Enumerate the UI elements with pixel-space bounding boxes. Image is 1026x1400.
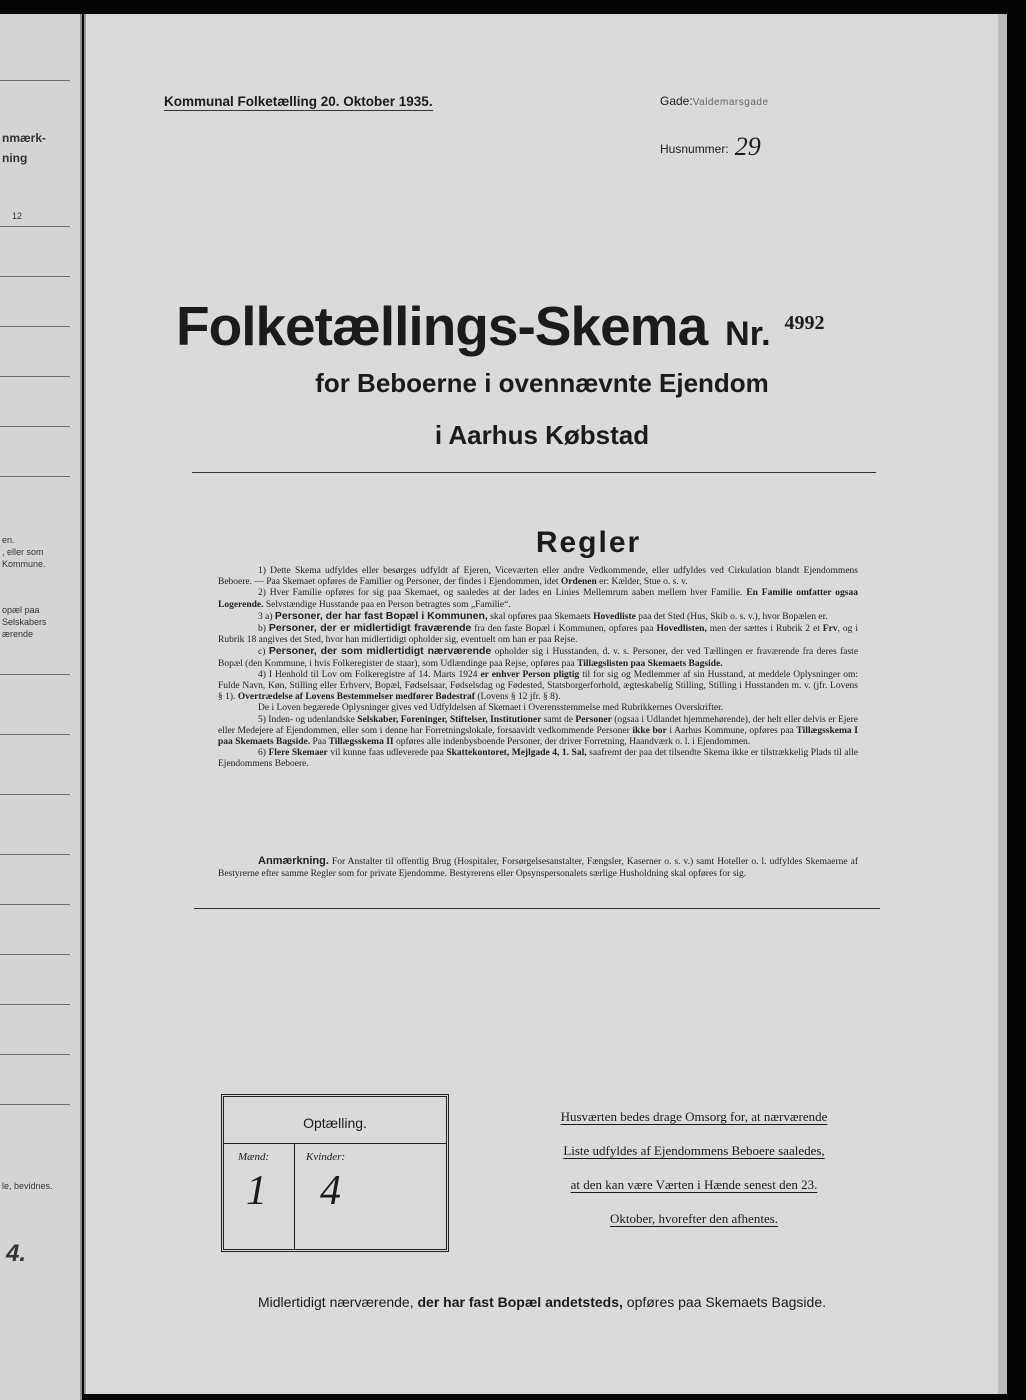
form-number-value: 4992 — [784, 312, 825, 334]
rule-3a: 3 a) Personer, der har fast Bopæl i Kommunen, skal opføres paa Skemaets Hovedliste paa det Sted (Hus, Skib o. s. v.), hvor Bopælen er. — [258, 609, 828, 622]
form-number-label: Nr. — [725, 315, 771, 353]
left-page-note: , eller som — [2, 547, 44, 557]
count-box — [221, 1094, 449, 1252]
form-location: i Aarhus Købstad — [434, 420, 650, 450]
annotation-paragraph — [218, 856, 858, 880]
street-value: Valdemarsgade — [692, 97, 769, 108]
divider — [192, 472, 876, 473]
left-page-rule — [0, 426, 70, 427]
left-page-rule — [0, 954, 70, 955]
house-number-value: 29 — [734, 132, 761, 161]
left-page-note: le, bevidnes. — [2, 1181, 53, 1191]
left-page-note: Kommune. — [2, 559, 46, 569]
women-label: Kvinder: — [306, 1151, 346, 1163]
count-box-rule — [224, 1143, 446, 1144]
landlord-notice — [524, 1100, 864, 1236]
women-count: 4 — [320, 1168, 341, 1214]
count-box-title: Optælling. — [303, 1115, 367, 1131]
annotation-label: Anmærkning. — [258, 855, 329, 867]
rule-4-continued: De i Loven begærede Oplysninger gives ved Udfyldelsen af Skemaet i Overensstemmelse med Rubrikkernes Overskrifter. — [258, 703, 724, 714]
rule-5: 5) Inden- og udenlandske Selskaber, Foreninger, Stiftelser, Institutioner samt de Personer (ogsaa i Udlandet hjemmehørende), der helt eller delvis er Ejere eller Medejere af Ejendommen, eller som i denne har Forretningslokale, forsaavidt vedkommende Personer ikke bor i Aarhus Kommune, opføres paa Tillægsskema I paa Skemaets Bagside. Paa Tillægsskema II opføres alle indenbysboende Personer, der driver Forretning, Haandværk o. l. i Ejendommen. — [218, 714, 859, 748]
house-number-label: Husnummer: — [660, 142, 729, 156]
notice-line: Oktober, hvorefter den afhentes. — [609, 1211, 779, 1226]
form-title-main: Folketællings-Skema — [176, 295, 708, 357]
left-page-note: ærende — [2, 629, 34, 639]
left-page-rule — [0, 80, 70, 81]
left-page-rule — [0, 854, 70, 855]
rules-heading: Regler — [535, 526, 642, 559]
footer-part: opføres paa Skemaets Bagside. — [626, 1294, 827, 1310]
footer-part: Midlertidigt nærværende, — [257, 1294, 414, 1310]
annotation-text: For Anstalter til offentlig Brug (Hospitaler, Forsørgelsesanstalter, Fængsler, Kaserner o. s. v.) samt Hoteller o. l. udfyldes Skemaerne af Bestyrerne efter samme Regler som for private Ejendomme. Bestyrerens eller Opsynspersonalets særlige Husholdning skal opføres for sig. — [218, 857, 858, 879]
left-page-rule — [0, 276, 70, 277]
left-page-rule — [0, 376, 70, 377]
left-page-note: en. — [2, 535, 15, 545]
men-count: 1 — [246, 1168, 267, 1214]
census-header: Kommunal Folketælling 20. Oktober 1935. — [164, 94, 433, 109]
left-page-rule — [0, 1054, 70, 1055]
left-page-signature: 4. — [6, 1240, 27, 1267]
left-page-rule — [0, 476, 70, 477]
left-page-heading: nmærk- — [2, 131, 47, 145]
men-label: Mænd: — [238, 1151, 270, 1163]
form-subtitle: for Beboerne i ovennævnte Ejendom — [315, 368, 769, 398]
left-page-rule — [0, 226, 70, 227]
left-page-note: Selskabers — [2, 617, 47, 627]
left-page-rule — [0, 326, 70, 327]
left-page-heading: ning — [2, 151, 28, 165]
notice-line: Liste udfyldes af Ejendommens Beboere saaledes, — [563, 1143, 825, 1158]
rule-6: 6) Flere Skemaer vil kunne faas udleverede paa Skattekontoret, Mejlgade 4, 1. Sal, saafremt der paa det tilsendte Skema ikke er tilstrækkelig Plads til alle Ejendommens Beboere. — [218, 748, 859, 770]
footer-part-bold: der har fast Bopæl andetsteds, — [417, 1294, 623, 1310]
rule-4: 4) I Henhold til Lov om Folkeregistre af 14. Marts 1924 er enhver Person pligtig til for sig og Medlemmer af sin Husstand, at meddele Oplysninger om: Fulde Navn, Køn, Stilling eller Erhverv, Bopæl, Fødselsaar, Fødselsdag og Fødested, Statsborgerforhold, ægteskabelig Stilling, Stilling i Husstanden m. v. (jfr. Lovens § 1). Overtrædelse af Lovens Bestemmelser medfører Bødestraf (Lovens § 12 jfr. § 8). — [218, 669, 859, 703]
form-title — [176, 294, 996, 358]
rule-2: 2) Hver Familie opføres for sig paa Skemaet, og saaledes at der lades en Linies Mellemrum aaben mellem hver Familie. En Familie omfatter ogsaa Logerende. Selvstændige Husstande paa en Person betragtes som „Familie“. — [218, 588, 858, 610]
footer-note — [86, 1294, 998, 1310]
left-page-rule — [0, 734, 70, 735]
previous-page-edge — [0, 14, 82, 1400]
count-box-divider — [294, 1143, 295, 1249]
house-number-field — [660, 132, 761, 162]
rule-3c: c) Personer, der som midlertidigt nærværende opholder sig i Husstanden, d. v. s. Personer, der ved Tællingen er fraværende fra deres faste Bopæl (den Kommune, i hvis Folkeregister de staar), som Udlændinge paa Rejse, opføres paa Tillægslisten paa Skemaets Bagside. — [218, 645, 859, 669]
rule-3b: b) Personer, der er midlertidigt fraværende fra den faste Bopæl i Kommunen, opføres paa Hovedlisten, men der sættes i Rubrik 2 et Frv, og i Rubrik 18 angives det Sted, hvor han midlertidigt opholder sig, eventuelt om han er paa Rejse. — [218, 622, 858, 646]
divider — [194, 908, 880, 909]
street-label: Gade: — [660, 94, 693, 108]
rules-text — [218, 566, 858, 771]
left-page-column-number: 12 — [12, 211, 23, 221]
left-page-note: opæl paa — [2, 605, 40, 615]
rule-1: 1) Dette Skema udfyldes eller besørges udfyldt af Ejeren, Viceværten eller andre Vedkommende, eller udfyldes ved Cirkulation blandt Ejendommens Beboere. — Paa Skemaet opføres de Familier og Personer, der findes i Ejendommen, idet Ordenen er: Kælder, Stue o. s. v. — [218, 566, 858, 588]
notice-line: at den kan være Værten i Hænde senest den 23. — [570, 1177, 818, 1192]
left-page-rule — [0, 794, 70, 795]
left-page-rule — [0, 904, 70, 905]
notice-line: Husværten bedes drage Omsorg for, at nærværende — [560, 1109, 828, 1124]
street-field — [660, 94, 769, 108]
left-page-rule — [0, 1104, 70, 1105]
left-page-rule — [0, 1004, 70, 1005]
census-form-page — [84, 14, 998, 1394]
left-page-rule — [0, 674, 70, 675]
